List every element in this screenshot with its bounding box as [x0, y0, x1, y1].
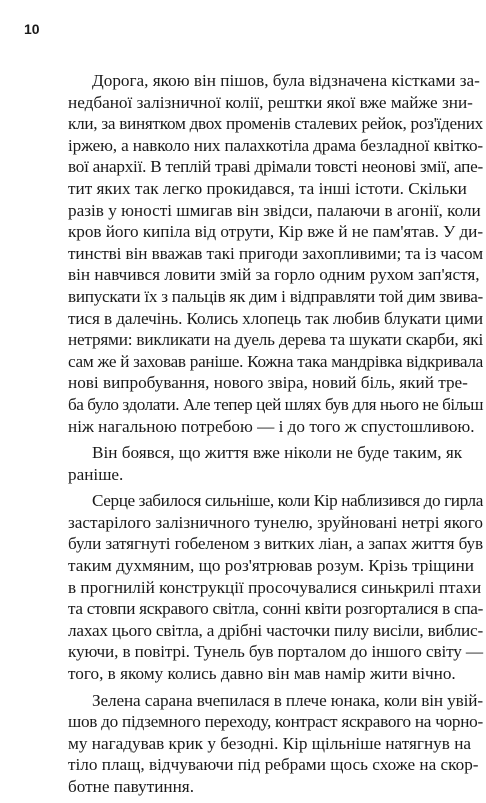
text-line: та стовпи яскравого світла, сонні квіти розгорталися в спа- [68, 599, 484, 619]
text-line: нетрями: викликати на дуель дерева та шукати скарби, які [68, 330, 484, 350]
paragraph [44, 442, 463, 485]
text-line: кли, за винятком двох променів сталевих рейок, роз'їдених [68, 114, 484, 134]
text-line: ботне павутиння. [68, 777, 195, 796]
body-text [44, 70, 484, 803]
text-line: шов до підземного переходу, контраст яскравого на чорно- [68, 712, 483, 732]
text-line: тися в далечінь. Колись хлопець так любив блукати цими [68, 308, 484, 328]
page-number: 10 [24, 21, 40, 37]
text-line: були затягнуті гобеленом з витких ліан, а запах життя був [68, 534, 483, 554]
text-line: тит яких так легко прокидався, та інші істоти. Скільки [68, 178, 467, 198]
text-line: тинстві він вважав такі пригоди захопливими; та із часом [68, 243, 484, 263]
text-line: сам же й заховав раніше. Кожна така мандрівка відкривала [68, 351, 484, 371]
text-line: Він боявся, що життя вже ніколи не буде таким, як [92, 443, 463, 463]
text-line: недбаної залізничної колії, рештки якої вже майже зни- [68, 92, 473, 112]
paragraph [44, 690, 483, 798]
text-line: Серце забилося сильніше, коли Кір наблизився до гирла [92, 491, 483, 511]
text-line: таким духмяним, що роз'ятрював розум. Крізь тріщини [68, 556, 474, 576]
text-line: того, в якому колись давно він мав намір жити вічно. [68, 664, 456, 684]
text-line: му нагадував крик у безодні. Кір щільніше натягнув на [68, 733, 472, 753]
text-line: ба було здолати. Але тепер цей шлях був для нього не більш [68, 394, 483, 414]
text-line: іржею, а навколо них палахкотіла драма безладної квітко- [68, 135, 483, 155]
paragraph [44, 70, 484, 437]
paragraph [44, 490, 484, 684]
text-line: ніж нагальною потребою — і до того ж спустошливою. [68, 416, 475, 436]
text-line: куючи, в повітрі. Тунель був порталом до іншого світу — [68, 642, 483, 662]
text-line: Зелена сарана вчепилася в плече юнака, коли він увій- [92, 690, 483, 710]
text-line: вої анархії. В теплій траві дрімали товсті неонові змії, апе- [68, 157, 483, 177]
text-line: випускати їх з пальців як дим і відправляти той дим звива- [68, 286, 484, 306]
text-line: в прогнилій конструкції просочувалися синькрилі птахи [68, 577, 482, 597]
text-line: нові випробування, нового звіра, новий біль, який тре- [68, 373, 468, 393]
text-line: лахах цього світла, а дрібні часточки пилу висіли, виблис- [68, 620, 483, 640]
text-line: кров його кипіла від отрути, Кір вже й не пам'ятав. У ди- [68, 222, 484, 242]
text-line: разів у юності шмигав він звідси, палаючи в агонії, коли [68, 200, 481, 220]
text-line: раніше. [68, 464, 124, 484]
text-line: Дорога, якою він пішов, була відзначена кістками за- [92, 71, 480, 90]
text-line: він навчився ловити змій за горло одним рухом зап'ястя, [68, 265, 480, 285]
text-line: тіло плащ, відчуваючи під ребрами щось схоже на скор- [68, 755, 479, 775]
text-line: застарілого залізничного тунелю, зруйновані нетрі якого [68, 512, 483, 532]
